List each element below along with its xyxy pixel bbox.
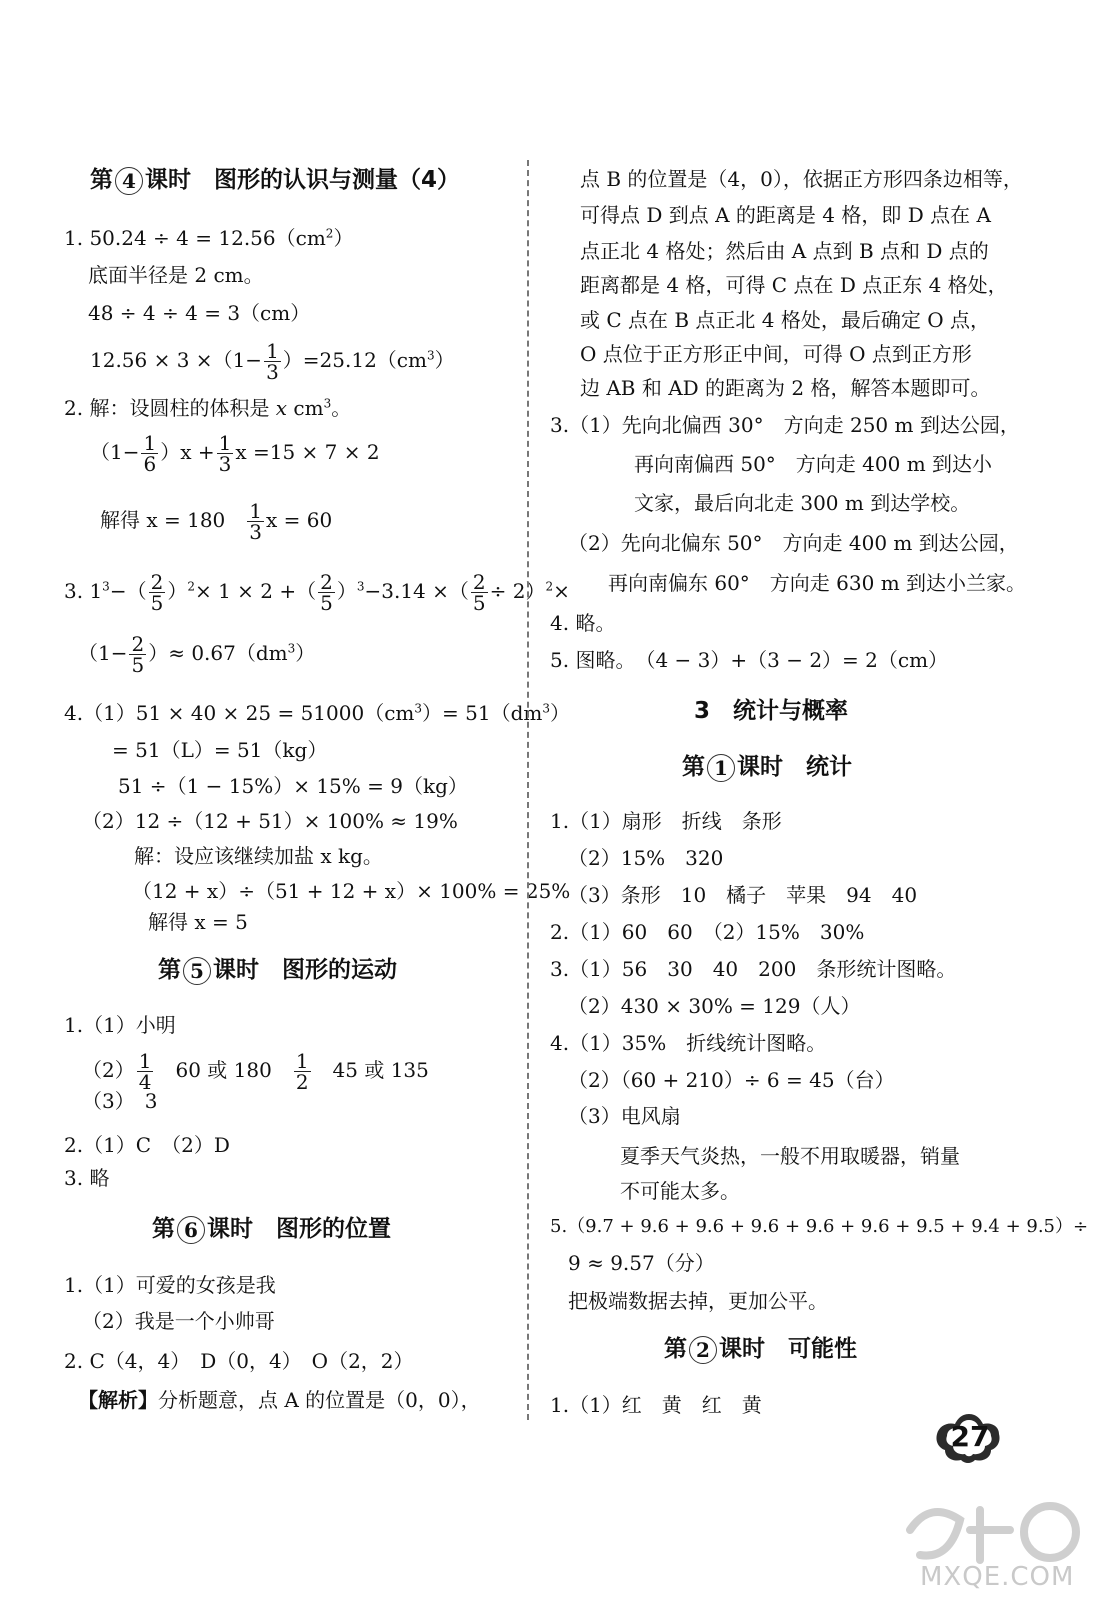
q4-line3: 51 ÷（1 − 15%）× 15% = 9（kg） <box>118 774 468 798</box>
lesson-4-heading: 第 4 课时 图形的认识与测量（4） <box>90 167 461 193</box>
column-divider <box>527 160 529 1420</box>
m1-line2: （2） $\frac{1}{4}$ 60 或 180 $\frac{1}{2}$ 45 或 135 <box>82 1049 429 1094</box>
r-line6: O 点位于正方形正中间，可得 O 点到正方形 <box>580 342 972 366</box>
q4-line2: = 51（L）= 51（kg） <box>112 738 328 762</box>
lesson-number-badge: 1 <box>707 754 735 782</box>
fraction: $\frac{1}{3}$ <box>218 431 232 476</box>
s-line5: 3.（1）56 30 40 200 条形统计图略。 <box>550 957 957 981</box>
lesson-5-heading: 第 5 课时 图形的运动 <box>158 957 397 983</box>
s-line10: 夏季天气炎热，一般不用取暖器，销量 <box>620 1144 960 1168</box>
lesson-6-heading: 第 6 课时 图形的位置 <box>152 1216 391 1242</box>
q1-line1: 1. $50.24 \div 4 = 12.56(cm^2)$ <box>64 226 354 250</box>
p1-line1: 1.（1）可爱的女孩是我 <box>64 1273 276 1297</box>
q3-line1: 3. $1^3-$（ $\frac{2}{5}$ ）$^2$× 1 × 2 +（ $\frac{2}{5}$ ）$^3$−3.14 ×（ $\frac{2}{5}$ ÷ 2）$^2$× <box>64 570 570 615</box>
r-line1: 点 B 的位置是（4，0），依据正方形四条边相等， <box>580 167 1023 191</box>
r-line13: 4. 略。 <box>550 611 616 635</box>
q2-line1: 2. 解：设圆柱的体积是 x $cm^3$。 <box>64 396 352 420</box>
r-line4: 距离都是 4 格，可得 C 点在 D 点正东 4 格处， <box>580 273 1008 297</box>
p2-line: 2. C（4，4） D（0，4） O（2，2） <box>64 1349 414 1373</box>
s-line4: 2.（1）60 60 （2）15% 30% <box>550 920 865 944</box>
r-line2: 可得点 D 到点 A 的距离是 4 格，即 D 点在 A <box>580 203 991 227</box>
q4-line5: 解：设应该继续加盐 x kg。 <box>134 844 383 868</box>
s-line11: 不可能太多。 <box>620 1179 740 1203</box>
q2-line3: 解得 x = 180 $\frac{1}{3}$ x = 60 <box>100 499 333 544</box>
lesson-number-badge: 5 <box>183 957 211 985</box>
m1-line1: 1.（1）小明 <box>64 1013 176 1037</box>
page-number: 27 <box>950 1420 990 1453</box>
s-line8: （2）（60 + 210）÷ 6 = 45（台） <box>568 1068 895 1092</box>
p2-analysis: 【解析】分析题意，点 A 的位置是（0，0）， <box>78 1388 481 1412</box>
r-line8: 3.（1）先向北偏西 30° 方向走 250 m 到达公园， <box>550 413 1020 437</box>
q1-line2: 底面半径是 2 cm。 <box>88 263 264 287</box>
q4-line1: $4.(1)51 \times 40 \times 25 = 51000(cm^3)= 51(dm^3)$ <box>64 701 570 725</box>
q1-line3: 48 ÷ 4 ÷ 4 = 3（cm） <box>88 301 311 325</box>
r-line3: 点正北 4 格处；然后由 A 点到 B 点和 D 点的 <box>580 239 989 263</box>
r-line11: （2）先向北偏东 50° 方向走 400 m 到达公园， <box>568 531 1019 555</box>
r-line7: 边 AB 和 AD 的距离为 2 格，解答本题即可。 <box>580 376 991 400</box>
section-3-heading: 3 统计与概率 <box>694 698 849 724</box>
s-line9: （3）电风扇 <box>568 1104 681 1128</box>
r-line10: 文家，最后向北走 300 m 到达学校。 <box>634 491 971 515</box>
r-line14: 5. 图略。 （4 − 3）+（3 − 2）= 2（cm） <box>550 648 949 672</box>
fraction: $\frac{1}{6}$ <box>143 431 157 476</box>
q4-line7: 解得 x = 5 <box>148 910 248 934</box>
p1-line2: （2）我是一个小帅哥 <box>82 1309 275 1333</box>
s-line1: 1.（1）扇形 折线 条形 <box>550 809 782 833</box>
lesson-number-badge: 4 <box>115 167 143 195</box>
m1-line3: （3） 3 <box>82 1089 158 1113</box>
q4-line4: （2）12 ÷（12 + 51）× 100% ≈ 19% <box>82 809 458 833</box>
s-line6: （2）430 × 30% = 129（人） <box>568 994 861 1018</box>
lesson-2-heading: 第 2 课时 可能性 <box>664 1336 857 1362</box>
m2-line: 2.（1）C （2）D <box>64 1133 230 1157</box>
fraction: $\frac{1}{3}$ <box>249 499 263 544</box>
s-line2: （2）15% 320 <box>568 846 724 870</box>
lesson-1-heading: 第 1 课时 统计 <box>682 754 852 780</box>
r-line12: 再向南偏东 60° 方向走 630 m 到达小兰家。 <box>608 571 1027 595</box>
s-line14: 把极端数据去掉，更加公平。 <box>568 1289 828 1313</box>
q1-line4: 12.56 × 3 ×（1− $\frac{1}{3}$ ）$=25.12(cm^3)$ <box>90 339 455 384</box>
s-line13: 9 ≈ 9.57（分） <box>568 1251 715 1275</box>
q2-line2: （1− $\frac{1}{6}$ ）x + $\frac{1}{3}$ x =15 × 7 × 2 <box>90 431 380 476</box>
watermark-text: MXQE.COM <box>920 1562 1075 1592</box>
k-line1: 1.（1）红 黄 红 黄 <box>550 1393 762 1417</box>
lesson-number-badge: 2 <box>689 1336 717 1364</box>
r-line9: 再向南偏西 50° 方向走 400 m 到达小 <box>634 452 993 476</box>
q3-line2: （1− $\frac{2}{5}$ ）≈ $0.67(dm^3)$ <box>78 632 316 677</box>
lesson-number-badge: 6 <box>177 1216 205 1244</box>
s-line3: （3）条形 10 橘子 苹果 94 40 <box>568 883 918 907</box>
fraction: $\frac{1}{3}$ <box>266 339 279 384</box>
s-line12: 5.（9.7 + 9.6 + 9.6 + 9.6 + 9.6 + 9.6 + 9.5 + 9.4 + 9.5）÷ <box>550 1216 1089 1237</box>
r-line5: 或 C 点在 B 点正北 4 格处，最后确定 O 点， <box>580 308 990 332</box>
s-line7: 4.（1）35% 折线统计图略。 <box>550 1031 827 1055</box>
q4-line6: （12 + x）÷（51 + 12 + x）× 100% = 25% <box>132 879 571 903</box>
m3-line: 3. 略 <box>64 1166 110 1190</box>
